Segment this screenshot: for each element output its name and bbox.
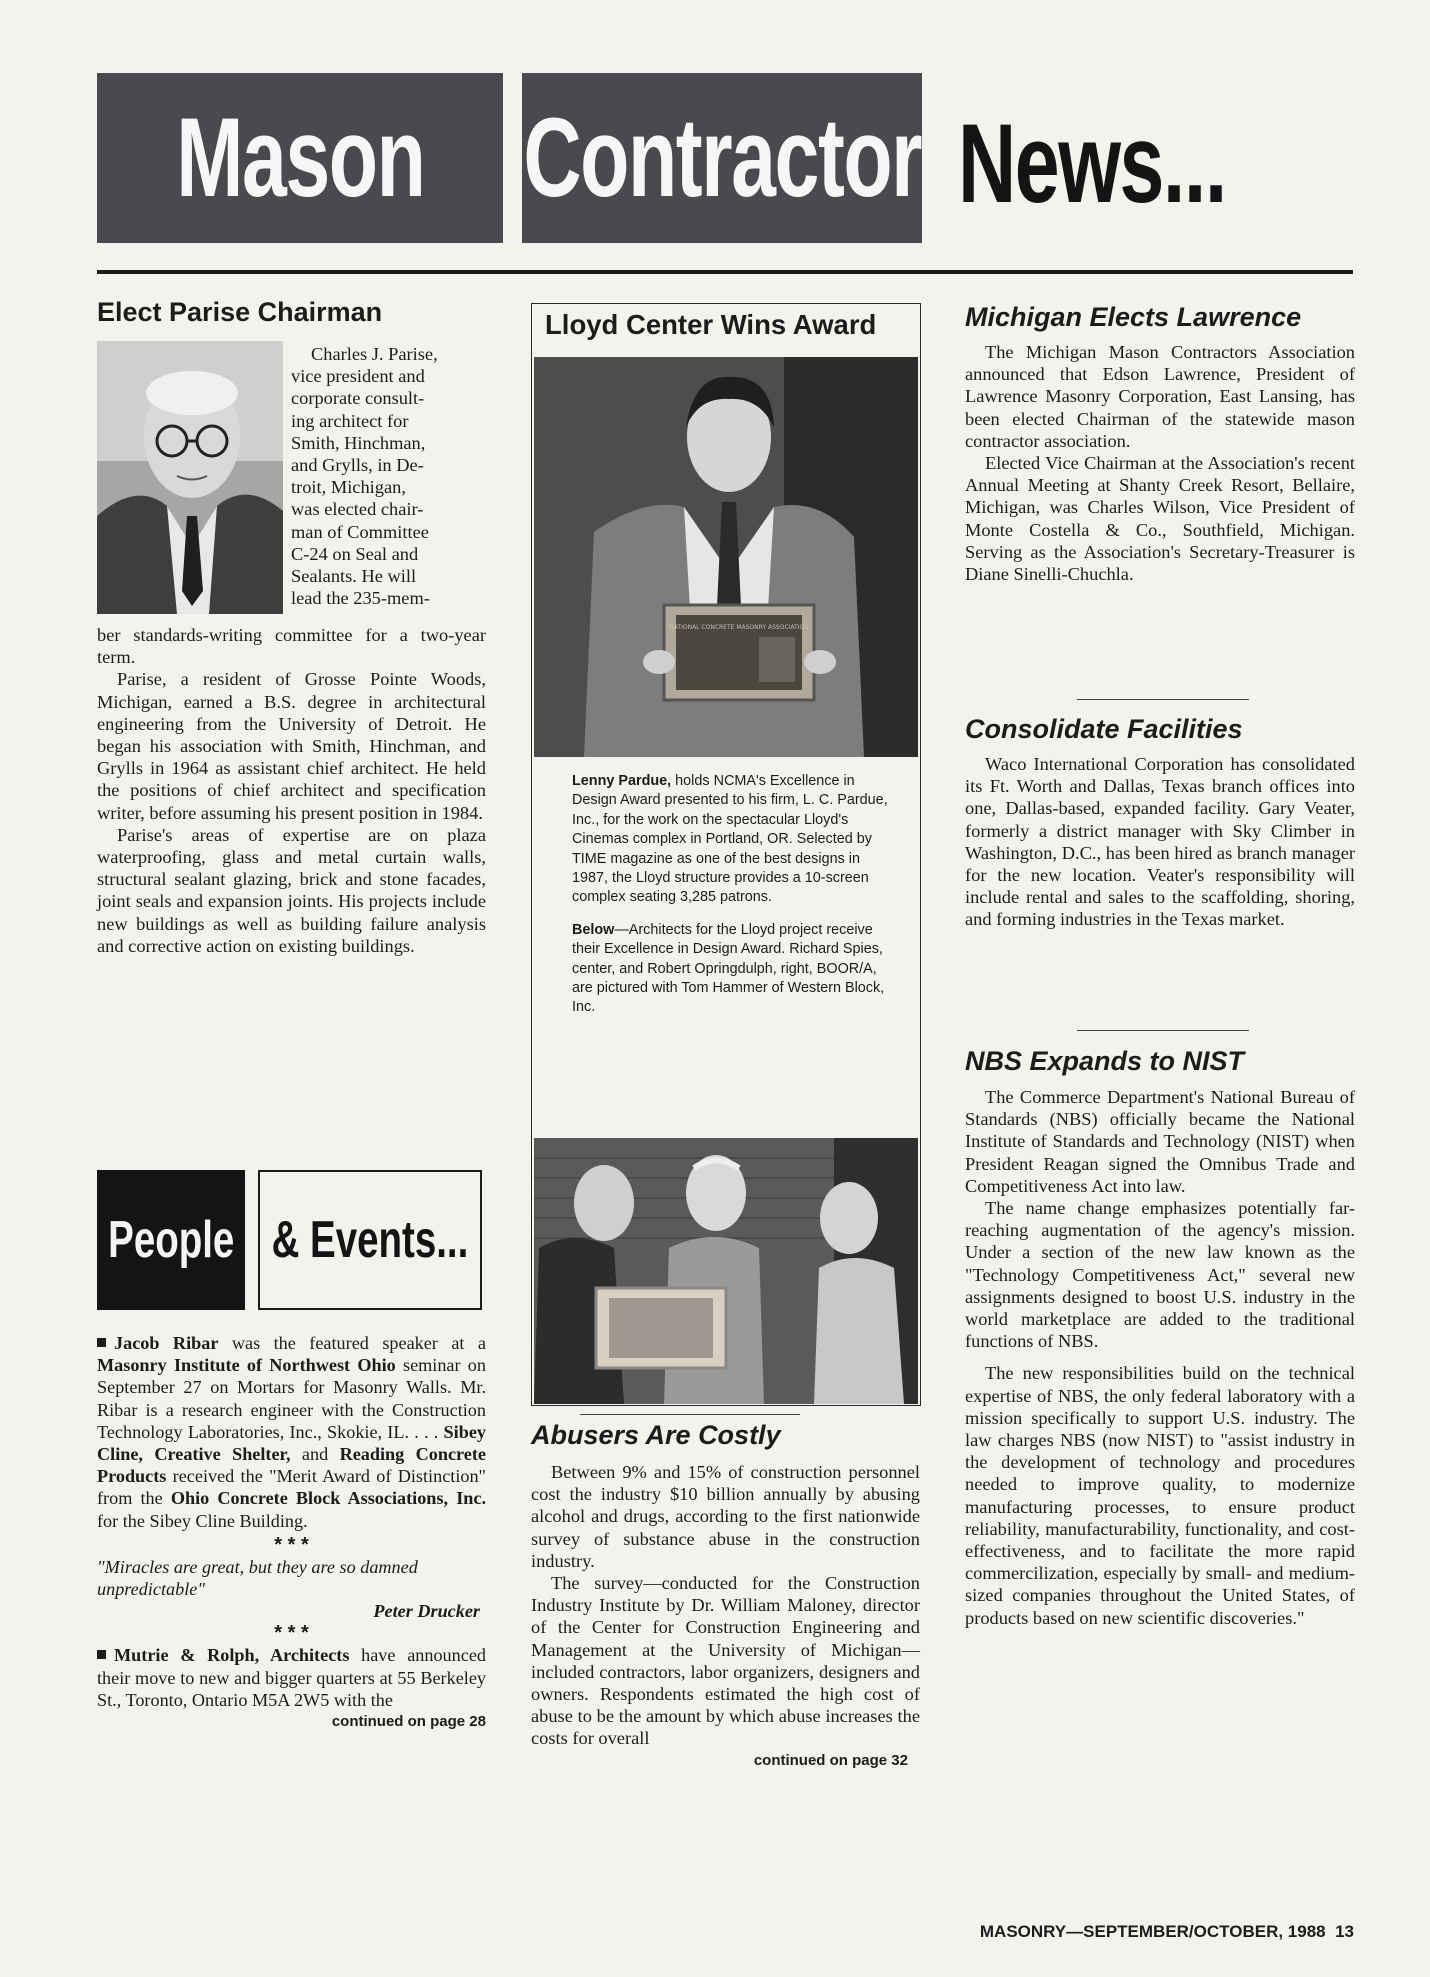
item-text: seminar on September 27 on Mortars for Masonry Walls. Mr. Ribar is a research engineer with the Construction Technology Laboratories, Inc., Skokie, IL. . . . [97, 1355, 486, 1442]
people-events-word1: People [107, 1211, 235, 1269]
parise-line: was elected chair- [291, 499, 424, 520]
parise-line: Charles J. Parise, [311, 344, 438, 364]
abusers-p1: Between 9% and 15% of construction personnel cost the industry $10 billion annually by abusing alcohol and drugs, according to the first nationwide survey of substance abuse in the construction industry. [531, 1462, 920, 1571]
lloyd-caption-1 [572, 772, 898, 908]
bullet-icon [97, 1338, 106, 1347]
parise-p2: Parise, a resident of Grosse Pointe Woods, Michigan, earned a B.S. degree in architectural engineering from the University of Detroit. He began his association with Smith, Hinchman, and Grylls in 1964 as assistant chief architect. He held the positions of chief architect and specification writer, before assuming his present position in 1984. [97, 669, 486, 823]
parise-body [97, 624, 486, 957]
people-item-ribar [97, 1332, 486, 1532]
item-text: and [290, 1444, 340, 1465]
bold-name: Jacob Ribar [114, 1333, 219, 1353]
parise-line: troit, Michigan, [291, 477, 406, 498]
abusers-p2: The survey—conducted for the Construction Industry Institute by Dr. William Maloney, director of the Center for Construction Engineering and Management at the University of Michigan—included contractors, labor organizers, designers and owners. Respondents estimated the high cost of abuse to be the amount by which abuse increases the costs for overall [531, 1573, 920, 1749]
parise-line: Smith, Hinchman, [291, 432, 426, 453]
parise-wrap-text [291, 343, 486, 609]
item-text: have announced their move to new and bigger quarters at 55 Berkeley St., Toronto, Ontario M5A 2W5 with the [97, 1645, 486, 1710]
bold-name: Masonry Institute of Northwest Ohio [97, 1355, 396, 1376]
michigan-p2: Elected Vice Chairman at the Association's recent Annual Meeting at Shanty Creek Resort, Bellaire, Michigan, was Charles Wilson, Vice President of Monte Costella & Co., Southfield, Michigan. Serving as the Association's Secretary-Treasurer is Diane Sinelli-Chuchla. [965, 453, 1355, 585]
parise-line: corporate consult- [291, 388, 425, 409]
parise-p1-rest: ber standards-writing committee for a two-year term. [97, 625, 486, 668]
abusers-headline: Abusers Are Costly [531, 1420, 781, 1450]
people-events-box-light [258, 1170, 482, 1310]
parise-line: vice president and [291, 366, 425, 387]
item-text: was the featured speaker at a [218, 1333, 486, 1353]
michigan-headline: Michigan Elects Lawrence [965, 302, 1302, 332]
masthead-box-contractor [522, 73, 922, 243]
abusers-body [531, 1461, 920, 1772]
nbs-p2: The name change emphasizes potentially far-reaching augmentation of the agency's mission. Under a section of the new law known as the "Technology Competitiveness Act," several new assignments designed to boost U.S. industry in the world marketplace are added to the traditional functions of NBS. [965, 1198, 1355, 1352]
parise-line: and Grylls, in De- [291, 455, 424, 476]
bullet-icon [97, 1650, 106, 1659]
parise-line: ing architect for [291, 410, 409, 431]
consolidate-p1: Waco International Corporation has consolidated its Ft. Worth and Dallas, Texas branch offices into one, Dallas-based, expanded facility. Gary Veater, formerly a district manager with Sky Climber in Washington, D.C., has been hired as branch manager for the new location. Veater's responsibility will include rental and sales to the scaffolding, shoring, and forming industries in the Texas market. [965, 754, 1355, 930]
people-events-box-dark [97, 1170, 245, 1310]
abusers-divider [580, 1414, 800, 1415]
nbs-divider [1077, 1030, 1249, 1031]
caption-bold: Below [572, 921, 615, 938]
page-footer [980, 1922, 1354, 1942]
michigan-body [965, 341, 1355, 585]
parise-line: man of Committee [291, 521, 429, 542]
drucker-author: Peter Drucker [373, 1601, 480, 1622]
caption-text: —Architects for the Lloyd project receive their Excellence in Design Award. Richard Spies, center, and Robert Opringdulph, right, BOOR/A, are pictured with Tom Hammer of Western Block, Inc. [572, 921, 885, 1016]
masthead-box-mason [97, 73, 503, 243]
parise-headline: Elect Parise Chairman [97, 297, 383, 327]
parise-line: lead the 235-mem- [291, 588, 430, 609]
footer-text: MASONRY—SEPTEMBER/OCTOBER, 1988 [979, 1922, 1326, 1941]
lloyd-headline: Lloyd Center Wins Award [545, 309, 877, 340]
abusers-continued: continued on page 32 [753, 1751, 908, 1769]
plaque-text: NATIONAL CONCRETE MASONRY ASSOCIATION [669, 624, 809, 631]
nbs-p3: The new responsibilities build on the technical expertise of NBS, the only federal laboratory with a mission specifically to support U.S. industry. The law charges NBS (now NIST) to "assist industry in the development of technology and procedures needed to improve quality, to modernize manufacturing processes, to ensure product reliability, manufacturability, functionality, and cost-effectiveness, and to facilitate the more rapid commercilization, especially by small- and medium-sized companies throughout the United States, of products based on new scientific discoveries." [965, 1363, 1355, 1628]
item-text: received the "Merit Award of Distinction" from the [97, 1466, 486, 1509]
nbs-headline: NBS Expands to NIST [965, 1046, 1245, 1076]
lloyd-caption-2 [572, 921, 898, 1018]
consolidate-body [965, 753, 1355, 931]
drucker-quote: "Miracles are great, but they are so damned unpredictable" [97, 1556, 418, 1600]
masthead-word-contractor: Contractor [523, 95, 921, 220]
masthead-word-news: News... [958, 101, 1226, 226]
people-item-mutrie [97, 1644, 486, 1711]
parise-line: C-24 on Seal and [291, 543, 419, 564]
bold-name: Mutrie & Rolph, Architects [114, 1645, 350, 1666]
parise-portrait-photo [97, 341, 283, 614]
lloyd-architects-photo [534, 1138, 918, 1404]
consolidate-divider [1077, 699, 1249, 700]
people-events-body [97, 1332, 486, 1733]
stars-separator: * * * [274, 1533, 309, 1556]
item-text: for the Sibey Cline Building. [97, 1510, 308, 1531]
bold-name: Ohio Concrete Block Associations, Inc. [170, 1488, 487, 1509]
page-number: 13 [1335, 1922, 1354, 1941]
people-events-word2: & Events... [271, 1211, 469, 1269]
caption-text: holds NCMA's Excellence in Design Award presented to his firm, L. C. Pardue, Inc., for the work on the spectacular Lloyd's Cinemas complex in Portland, OR. Selected by TIME magazine as one of the best designs in 1987, the Lloyd structure provides a 10-screen complex seating 3,285 patrons. [572, 773, 888, 906]
nbs-p1: The Commerce Department's National Bureau of Standards (NBS) officially became the National Institute of Standards and Technology (NIST) when President Reagan signed the Omnibus Trade and Competitiveness Act into law. [965, 1087, 1355, 1196]
bold-name: Sibey Cline, Creative Shelter, [97, 1421, 486, 1465]
consolidate-headline: Consolidate Facilities [965, 714, 1243, 744]
michigan-p1: The Michigan Mason Contractors Association announced that Edson Lawrence, President of Lawrence Masonry Corporation, East Lansing, has been elected Chairman of the statewide mason contractor association. [965, 342, 1355, 451]
stars-separator: * * * [274, 1622, 309, 1645]
lloyd-caption [572, 772, 898, 1018]
parise-p3: Parise's areas of expertise are on plaza waterproofing, glass and metal curtain walls, structural sealant glazing, brick and stone facades, joint seals and expansion joints. His projects include new buildings as well as building failure analysis and corrective action on existing buildings. [97, 824, 486, 956]
bold-name: Reading Concrete Products [97, 1444, 486, 1487]
people-continued: continued on page 28 [331, 1713, 486, 1731]
caption-bold: Lenny Pardue, [572, 773, 672, 789]
nbs-body [965, 1086, 1355, 1629]
parise-line: Sealants. He will [291, 566, 417, 587]
lloyd-pardue-photo [534, 357, 918, 757]
masthead-rule [97, 270, 1353, 274]
masthead-word-mason: Mason [175, 95, 425, 220]
